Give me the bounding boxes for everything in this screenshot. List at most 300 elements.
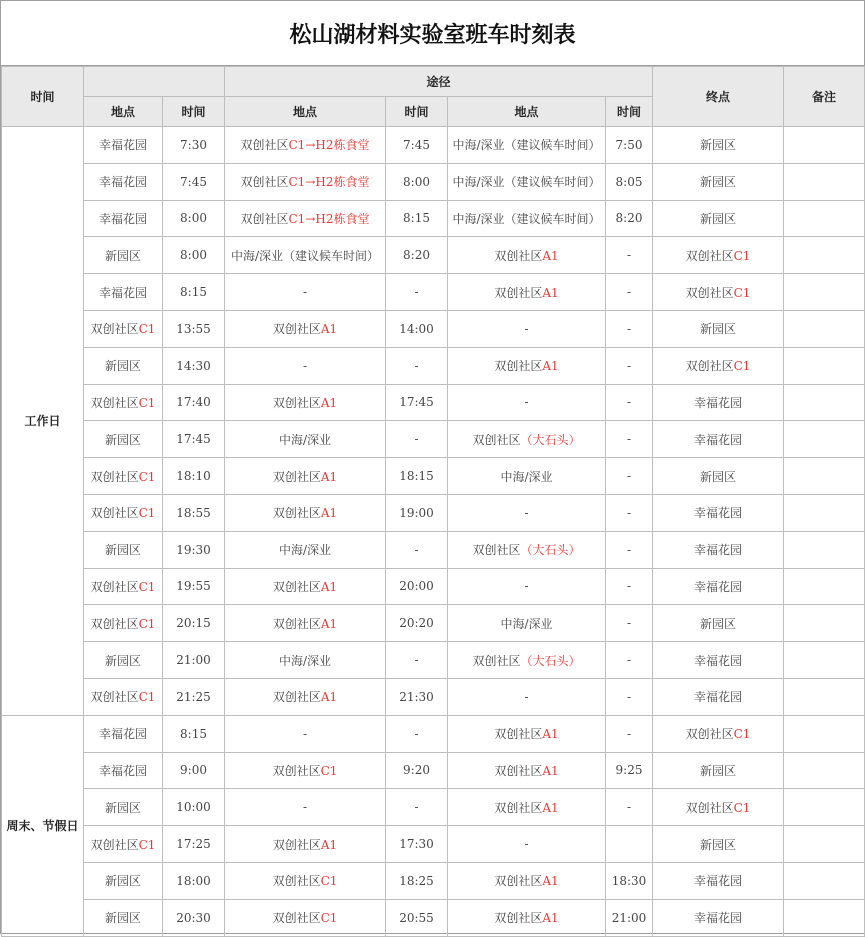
table-row	[2, 127, 865, 164]
via1-time-cell: 8:00	[386, 163, 448, 200]
cell-text-segment: -	[302, 285, 308, 300]
table-row	[2, 200, 865, 237]
cell-text-segment: 中海/深业	[278, 653, 332, 668]
via2-place-cell	[448, 789, 606, 826]
via2-place-cell	[448, 200, 606, 237]
header-route: 途径	[225, 67, 653, 97]
header-remark: 备注	[784, 67, 865, 127]
cell-text-segment: 双创社区	[272, 763, 321, 778]
via1-time-cell: -	[386, 421, 448, 458]
cell-text-segment: 双创社区	[272, 506, 321, 521]
cell-text-segment: 新园区	[104, 432, 141, 447]
remark-cell	[784, 678, 865, 715]
cell-text-segment: 双创社区	[494, 874, 543, 889]
end-place-cell	[653, 642, 784, 679]
via2-time-cell: 8:20	[606, 200, 653, 237]
start-place-cell	[84, 458, 163, 495]
schedule-table	[1, 66, 865, 937]
cell-text-segment: 双创社区	[90, 690, 139, 705]
end-place-cell	[653, 715, 784, 752]
cell-text-segment: 双创社区	[472, 653, 521, 668]
cell-text-segment: 中海/深业（建议候车时间）	[452, 175, 601, 190]
via1-time-cell: 8:20	[386, 237, 448, 274]
cell-text-segment: H2栋食堂	[315, 211, 370, 226]
cell-text-segment: C1	[733, 800, 751, 815]
via1-time-cell: -	[386, 347, 448, 384]
start-time-cell: 21:25	[163, 678, 225, 715]
cell-text-segment: 幸福花园	[694, 690, 743, 705]
cell-text-segment: 双创社区	[90, 395, 139, 410]
end-place-cell	[653, 568, 784, 605]
cell-text-segment: A1	[320, 579, 338, 594]
header-blank	[84, 67, 225, 97]
via2-place-cell	[448, 310, 606, 347]
cell-text-segment: 双创社区	[272, 469, 321, 484]
remark-cell	[784, 127, 865, 164]
via1-place-cell	[225, 605, 386, 642]
start-time-cell: 10:00	[163, 789, 225, 826]
start-time-cell: 17:25	[163, 826, 225, 863]
cell-text-segment: 新园区	[700, 138, 737, 153]
remark-cell	[784, 384, 865, 421]
table-row	[2, 237, 865, 274]
via2-place-cell	[448, 421, 606, 458]
cell-text-segment: C1	[138, 690, 156, 705]
cell-text-segment: 双创社区	[685, 727, 734, 742]
table-row	[2, 531, 865, 568]
cell-text-segment: C1	[138, 395, 156, 410]
cell-text-segment: →	[305, 138, 316, 153]
via1-time-cell: -	[386, 642, 448, 679]
cell-text-segment: 幸福花园	[694, 395, 743, 410]
start-time-cell: 17:45	[163, 421, 225, 458]
end-place-cell	[653, 163, 784, 200]
via1-time-cell: 20:55	[386, 899, 448, 936]
via2-place-cell	[448, 384, 606, 421]
cell-text-segment: 双创社区	[240, 211, 289, 226]
cell-text-segment: 双创社区	[90, 322, 139, 337]
cell-text-segment: 双创社区	[272, 911, 321, 926]
via1-place-cell	[225, 752, 386, 789]
start-time-cell: 7:30	[163, 127, 225, 164]
via2-place-cell	[448, 642, 606, 679]
start-place-cell	[84, 789, 163, 826]
via2-time-cell: -	[606, 605, 653, 642]
cell-text-segment: 双创社区	[472, 432, 521, 447]
remark-cell	[784, 899, 865, 936]
cell-text-segment: 新园区	[104, 359, 141, 374]
table-row	[2, 862, 865, 899]
table-header	[2, 67, 865, 127]
start-place-cell	[84, 163, 163, 200]
remark-cell	[784, 605, 865, 642]
cell-text-segment: 新园区	[104, 800, 141, 815]
remark-cell	[784, 715, 865, 752]
via1-time-cell: 7:45	[386, 127, 448, 164]
via2-place-cell	[448, 678, 606, 715]
via1-place-cell	[225, 789, 386, 826]
cell-text-segment: →	[305, 175, 316, 190]
remark-cell	[784, 494, 865, 531]
via2-time-cell: 9:25	[606, 752, 653, 789]
start-time-cell: 8:00	[163, 237, 225, 274]
cell-text-segment: 双创社区	[272, 616, 321, 631]
cell-text-segment: 中海/深业	[278, 543, 332, 558]
via1-time-cell: -	[386, 715, 448, 752]
schedule-group-label: 工作日	[2, 127, 84, 716]
via1-time-cell: 19:00	[386, 494, 448, 531]
header-via1-time: 时间	[386, 97, 448, 127]
via2-time-cell: 21:00	[606, 899, 653, 936]
cell-text-segment: 幸福花园	[98, 285, 147, 300]
via2-time-cell: 8:05	[606, 163, 653, 200]
start-time-cell: 21:00	[163, 642, 225, 679]
via2-place-cell	[448, 862, 606, 899]
cell-text-segment: 双创社区	[90, 469, 139, 484]
table-row	[2, 826, 865, 863]
via2-time-cell: -	[606, 237, 653, 274]
cell-text-segment: 双创社区	[685, 800, 734, 815]
table-row	[2, 384, 865, 421]
via2-place-cell	[448, 715, 606, 752]
cell-text-segment: 双创社区	[494, 763, 543, 778]
table-row	[2, 494, 865, 531]
cell-text-segment: 幸福花园	[98, 211, 147, 226]
via2-place-cell	[448, 899, 606, 936]
via1-time-cell: 17:45	[386, 384, 448, 421]
table-body	[2, 127, 865, 937]
header-start-time: 时间	[163, 97, 225, 127]
via2-time-cell: -	[606, 421, 653, 458]
via2-place-cell	[448, 494, 606, 531]
cell-text-segment: -	[302, 358, 308, 373]
cell-text-segment: C1	[320, 911, 338, 926]
cell-text-segment: 幸福花园	[694, 506, 743, 521]
start-place-cell	[84, 678, 163, 715]
table-row	[2, 642, 865, 679]
start-place-cell	[84, 421, 163, 458]
start-time-cell: 19:55	[163, 568, 225, 605]
start-place-cell	[84, 347, 163, 384]
start-time-cell: 7:45	[163, 163, 225, 200]
remark-cell	[784, 789, 865, 826]
cell-text-segment: →	[305, 211, 316, 226]
via1-place-cell	[225, 678, 386, 715]
cell-text-segment: 新园区	[700, 211, 737, 226]
cell-text-segment: （大石头）	[520, 432, 581, 447]
via1-place-cell	[225, 384, 386, 421]
start-place-cell	[84, 605, 163, 642]
cell-text-segment: 幸福花园	[694, 874, 743, 889]
start-place-cell	[84, 494, 163, 531]
cell-text-segment: 双创社区	[90, 616, 139, 631]
via1-time-cell: -	[386, 531, 448, 568]
cell-text-segment: -	[524, 505, 529, 520]
cell-text-segment: C1	[288, 138, 306, 153]
header-via2-place: 地点	[448, 97, 606, 127]
table-row	[2, 310, 865, 347]
cell-text-segment: 幸福花园	[98, 763, 147, 778]
header-time: 时间	[2, 67, 84, 127]
via1-place-cell	[225, 310, 386, 347]
cell-text-segment: C1	[288, 211, 306, 226]
cell-text-segment: 幸福花园	[694, 911, 743, 926]
via2-time-cell: -	[606, 458, 653, 495]
via2-place-cell	[448, 237, 606, 274]
start-place-cell	[84, 715, 163, 752]
cell-text-segment: H2栋食堂	[315, 175, 370, 190]
cell-text-segment: -	[302, 726, 308, 741]
start-place-cell	[84, 384, 163, 421]
end-place-cell	[653, 458, 784, 495]
via1-time-cell: 18:25	[386, 862, 448, 899]
cell-text-segment: 新园区	[104, 653, 141, 668]
via2-time-cell: -	[606, 310, 653, 347]
via1-time-cell: 21:30	[386, 678, 448, 715]
end-place-cell	[653, 678, 784, 715]
start-place-cell	[84, 568, 163, 605]
remark-cell	[784, 568, 865, 605]
start-place-cell	[84, 237, 163, 274]
via1-place-cell	[225, 826, 386, 863]
start-time-cell: 17:40	[163, 384, 225, 421]
cell-text-segment: 中海/深业	[500, 469, 553, 484]
via1-time-cell: 9:20	[386, 752, 448, 789]
cell-text-segment: C1	[138, 579, 156, 594]
cell-text-segment: -	[524, 689, 529, 704]
start-time-cell: 13:55	[163, 310, 225, 347]
table-row	[2, 605, 865, 642]
cell-text-segment: A1	[542, 911, 559, 926]
header-via1-place: 地点	[225, 97, 386, 127]
cell-text-segment: 双创社区	[272, 322, 321, 337]
cell-text-segment: 幸福花园	[694, 579, 743, 594]
via2-place-cell	[448, 826, 606, 863]
start-time-cell: 18:10	[163, 458, 225, 495]
table-row	[2, 163, 865, 200]
via1-place-cell	[225, 458, 386, 495]
via1-place-cell	[225, 421, 386, 458]
via1-place-cell	[225, 163, 386, 200]
via2-place-cell	[448, 531, 606, 568]
cell-text-segment: 双创社区	[494, 359, 543, 374]
start-time-cell: 8:15	[163, 274, 225, 311]
via1-time-cell: 17:30	[386, 826, 448, 863]
via2-time-cell: -	[606, 642, 653, 679]
start-time-cell: 14:30	[163, 347, 225, 384]
via2-place-cell	[448, 458, 606, 495]
cell-text-segment: A1	[542, 727, 559, 742]
cell-text-segment: 双创社区	[472, 543, 521, 558]
via1-time-cell: 20:00	[386, 568, 448, 605]
cell-text-segment: 幸福花园	[98, 138, 147, 153]
cell-text-segment: A1	[320, 395, 338, 410]
start-place-cell	[84, 899, 163, 936]
cell-text-segment: C1	[733, 359, 751, 374]
via2-time-cell: -	[606, 494, 653, 531]
cell-text-segment: C1	[320, 763, 338, 778]
end-place-cell	[653, 605, 784, 642]
via2-place-cell	[448, 163, 606, 200]
remark-cell	[784, 458, 865, 495]
schedule-group-label: 周末、节假日	[2, 715, 84, 936]
cell-text-segment: 双创社区	[90, 506, 139, 521]
start-time-cell: 18:00	[163, 862, 225, 899]
cell-text-segment: A1	[542, 800, 559, 815]
cell-text-segment: C1	[320, 874, 338, 889]
cell-text-segment: A1	[320, 616, 338, 631]
cell-text-segment: 双创社区	[685, 359, 734, 374]
cell-text-segment: 双创社区	[494, 248, 543, 263]
cell-text-segment: 双创社区	[272, 690, 321, 705]
cell-text-segment: 双创社区	[90, 579, 139, 594]
remark-cell	[784, 200, 865, 237]
via2-place-cell	[448, 752, 606, 789]
end-place-cell	[653, 862, 784, 899]
start-place-cell	[84, 752, 163, 789]
via1-place-cell	[225, 642, 386, 679]
cell-text-segment: H2栋食堂	[315, 138, 370, 153]
via2-time-cell: -	[606, 678, 653, 715]
cell-text-segment: 双创社区	[240, 138, 289, 153]
cell-text-segment: （大石头）	[520, 653, 581, 668]
cell-text-segment: -	[524, 837, 529, 852]
cell-text-segment: A1	[542, 763, 559, 778]
via1-time-cell: 8:15	[386, 200, 448, 237]
table-row	[2, 715, 865, 752]
cell-text-segment: 新园区	[700, 469, 737, 484]
end-place-cell	[653, 310, 784, 347]
end-place-cell	[653, 789, 784, 826]
via2-time-cell: -	[606, 789, 653, 826]
via2-time-cell: -	[606, 531, 653, 568]
end-place-cell	[653, 237, 784, 274]
cell-text-segment: 幸福花园	[694, 432, 743, 447]
via2-place-cell	[448, 347, 606, 384]
via1-place-cell	[225, 200, 386, 237]
via2-place-cell	[448, 605, 606, 642]
via2-time-cell: -	[606, 568, 653, 605]
cell-text-segment: 双创社区	[494, 800, 543, 815]
cell-text-segment: 新园区	[700, 837, 737, 852]
cell-text-segment: 幸福花园	[98, 727, 147, 742]
start-place-cell	[84, 531, 163, 568]
cell-text-segment: A1	[320, 469, 338, 484]
via2-time-cell	[606, 826, 653, 863]
via1-place-cell	[225, 899, 386, 936]
remark-cell	[784, 642, 865, 679]
start-time-cell: 8:15	[163, 715, 225, 752]
cell-text-segment: A1	[542, 248, 559, 263]
cell-text-segment: 幸福花园	[694, 653, 743, 668]
cell-text-segment: 新园区	[104, 911, 141, 926]
cell-text-segment: 新园区	[700, 322, 737, 337]
start-place-cell	[84, 310, 163, 347]
remark-cell	[784, 826, 865, 863]
cell-text-segment: A1	[542, 285, 559, 300]
start-time-cell: 20:30	[163, 899, 225, 936]
end-place-cell	[653, 421, 784, 458]
start-place-cell	[84, 642, 163, 679]
table-row	[2, 274, 865, 311]
via2-time-cell: 18:30	[606, 862, 653, 899]
end-place-cell	[653, 752, 784, 789]
via1-place-cell	[225, 237, 386, 274]
cell-text-segment: C1	[138, 322, 156, 337]
via2-place-cell	[448, 127, 606, 164]
cell-text-segment: C1	[138, 616, 156, 631]
cell-text-segment: 双创社区	[90, 837, 139, 852]
cell-text-segment: 新园区	[700, 175, 737, 190]
via2-time-cell: -	[606, 384, 653, 421]
cell-text-segment: 幸福花园	[98, 175, 147, 190]
start-place-cell	[84, 826, 163, 863]
cell-text-segment: C1	[733, 248, 751, 263]
via1-time-cell: -	[386, 274, 448, 311]
end-place-cell	[653, 274, 784, 311]
end-place-cell	[653, 200, 784, 237]
cell-text-segment: -	[524, 321, 529, 336]
remark-cell	[784, 752, 865, 789]
header-via2-time: 时间	[606, 97, 653, 127]
header-end: 终点	[653, 67, 784, 127]
via1-time-cell: 20:20	[386, 605, 448, 642]
end-place-cell	[653, 494, 784, 531]
remark-cell	[784, 531, 865, 568]
via1-time-cell: -	[386, 789, 448, 826]
via1-place-cell	[225, 494, 386, 531]
cell-text-segment: （大石头）	[520, 543, 581, 558]
via1-place-cell	[225, 347, 386, 384]
cell-text-segment: 双创社区	[685, 248, 734, 263]
start-time-cell: 19:30	[163, 531, 225, 568]
start-place-cell	[84, 274, 163, 311]
via1-time-cell: 18:15	[386, 458, 448, 495]
remark-cell	[784, 310, 865, 347]
cell-text-segment: -	[302, 800, 308, 815]
end-place-cell	[653, 826, 784, 863]
page-title: 松山湖材料实验室班车时刻表	[1, 1, 864, 66]
cell-text-segment: 中海/深业（建议候车时间）	[452, 138, 601, 153]
cell-text-segment: 新园区	[104, 874, 141, 889]
via1-place-cell	[225, 862, 386, 899]
cell-text-segment: -	[524, 395, 529, 410]
table-row	[2, 789, 865, 826]
table-row	[2, 568, 865, 605]
cell-text-segment: A1	[320, 690, 338, 705]
end-place-cell	[653, 531, 784, 568]
cell-text-segment: A1	[542, 359, 559, 374]
table-row	[2, 421, 865, 458]
remark-cell	[784, 237, 865, 274]
remark-cell	[784, 421, 865, 458]
end-place-cell	[653, 347, 784, 384]
via2-time-cell: -	[606, 715, 653, 752]
cell-text-segment: C1	[138, 506, 156, 521]
cell-text-segment: 新园区	[104, 248, 141, 263]
cell-text-segment: C1	[288, 175, 306, 190]
cell-text-segment: 双创社区	[494, 727, 543, 742]
via2-time-cell: 7:50	[606, 127, 653, 164]
start-place-cell	[84, 127, 163, 164]
via2-time-cell: -	[606, 347, 653, 384]
start-time-cell: 8:00	[163, 200, 225, 237]
cell-text-segment: 中海/深业	[278, 432, 332, 447]
table-row	[2, 347, 865, 384]
cell-text-segment: 双创社区	[272, 395, 321, 410]
cell-text-segment: 幸福花园	[694, 543, 743, 558]
via2-place-cell	[448, 568, 606, 605]
